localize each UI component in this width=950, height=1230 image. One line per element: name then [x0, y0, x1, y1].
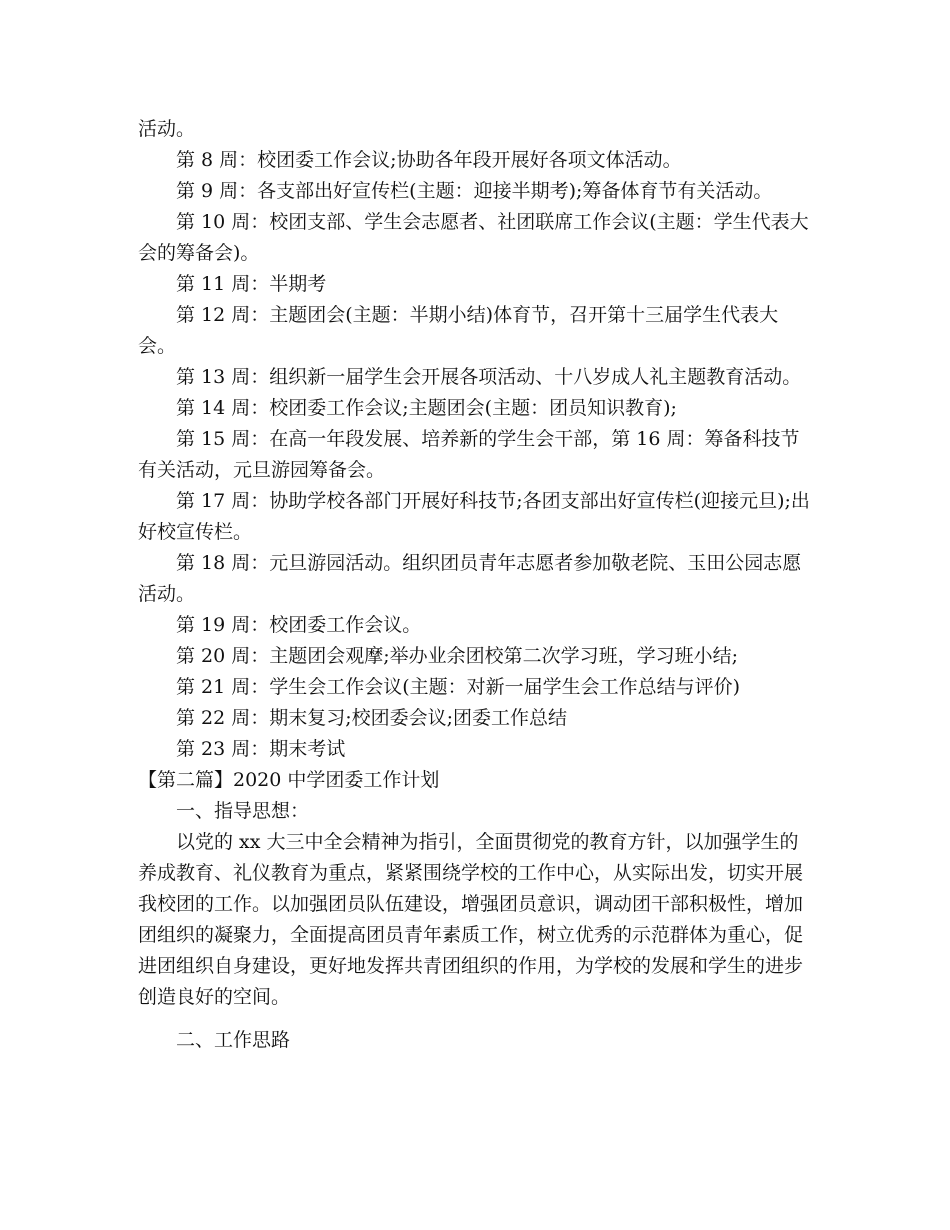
paragraph: 第 18 周：元旦游园活动。组织团员青年志愿者参加敬老院、玉田公园志愿活动。 [138, 552, 802, 605]
paragraph: 第 19 周：校团委工作会议。 [176, 614, 422, 636]
section-heading: 二、工作思路 [176, 1029, 291, 1051]
paragraph: 第 12 周：主题团会(主题：半期小结)体育节，召开第十三届学生代表大会。 [138, 304, 779, 357]
paragraph: 第 21 周：学生会工作会议(主题：对新一届学生会工作总结与评价) [176, 676, 741, 698]
section-title: 【第二篇】2020 中学团委工作计划 [138, 769, 440, 791]
paragraph: 第 17 周：协助学校各部门开展好科技节;各团支部出好宣传栏(迎接元旦);出好校宣传栏。 [138, 490, 810, 543]
paragraph: 第 13 周：组织新一届学生会开展各项活动、十八岁成人礼主题教育活动。 [176, 366, 802, 388]
paragraph: 第 22 周：期末复习;校团委会议;团委工作总结 [176, 707, 568, 729]
paragraph: 第 14 周：校团委工作会议;主题团会(主题：团员知识教育); [176, 397, 677, 419]
paragraph-gap [138, 1013, 814, 1025]
paragraph: 第 8 周：校团委工作会议;协助各年段开展好各项文体活动。 [176, 149, 682, 171]
paragraph: 以党的 xx 大三中全会精神为指引，全面贯彻党的教育方针，以加强学生的养成教育、礼仪教育为重点，紧紧围绕学校的工作中心，从实际出发，切实开展我校团的工作。以加强团员队伍建设，增强团员意识，调动团干部积极性，增加团组织的凝聚力，全面提高团员青年素质工作，树立优秀的示范群体为重心，促进团组织自身建设，更好地发挥共青团组织的作用，为学校的发展和学生的进步创造良好的空间。 [138, 831, 804, 1008]
paragraph: 活动。 [138, 118, 196, 140]
paragraph: 第 23 周：期末考试 [176, 738, 346, 760]
document-body [138, 114, 814, 1056]
paragraph: 第 10 周：校团支部、学生会志愿者、社团联席工作会议(主题：学生代表大会的筹备会)。 [138, 211, 809, 264]
paragraph: 第 11 周：半期考 [176, 273, 327, 295]
section-heading: 一、指导思想： [176, 800, 310, 822]
paragraph: 第 15 周：在高一年段发展、培养新的学生会干部，第 16 周：筹备科技节有关活动，元旦游园筹备会。 [138, 428, 800, 481]
paragraph: 第 9 周：各支部出好宣传栏(主题：迎接半期考);筹备体育节有关活动。 [176, 180, 773, 202]
paragraph: 第 20 周：主题团会观摩;举办业余团校第二次学习班，学习班小结; [176, 645, 739, 667]
